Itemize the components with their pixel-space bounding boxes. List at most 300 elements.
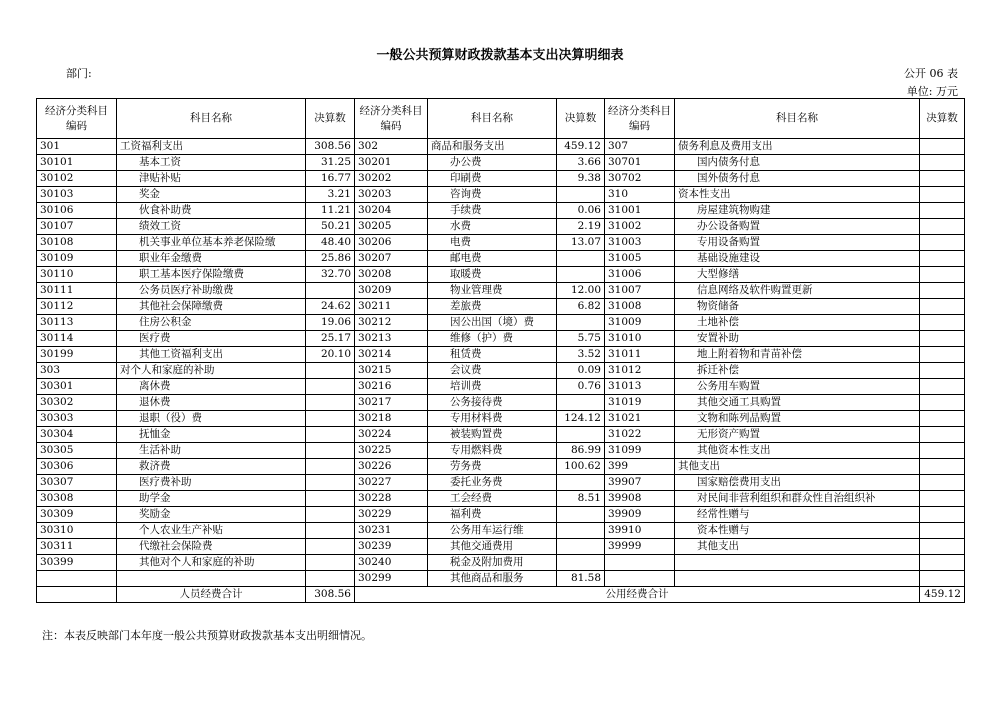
name-cell: 邮电费 bbox=[428, 251, 557, 267]
amount-cell bbox=[920, 571, 965, 587]
code-cell: 31006 bbox=[605, 267, 675, 283]
code-cell: 30111 bbox=[37, 283, 117, 299]
name-cell: 维修（护）费 bbox=[428, 331, 557, 347]
name-cell: 职工基本医疗保险缴费 bbox=[117, 267, 306, 283]
table-row bbox=[37, 139, 965, 155]
code-cell: 30701 bbox=[605, 155, 675, 171]
code-cell: 30106 bbox=[37, 203, 117, 219]
header-name: 科目名称 bbox=[428, 99, 557, 139]
amount-cell bbox=[920, 235, 965, 251]
name-cell: 工会经费 bbox=[428, 491, 557, 507]
code-cell: 30114 bbox=[37, 331, 117, 347]
code-cell: 30204 bbox=[355, 203, 428, 219]
amount-cell: 48.40 bbox=[306, 235, 355, 251]
code-cell: 30208 bbox=[355, 267, 428, 283]
name-cell: 取暖费 bbox=[428, 267, 557, 283]
name-cell: 地上附着物和青苗补偿 bbox=[675, 347, 920, 363]
amount-cell bbox=[920, 555, 965, 571]
amount-cell: 6.82 bbox=[557, 299, 605, 315]
amount-cell: 3.52 bbox=[557, 347, 605, 363]
code-cell: 30211 bbox=[355, 299, 428, 315]
amount-cell bbox=[557, 315, 605, 331]
amount-cell: 25.17 bbox=[306, 331, 355, 347]
name-cell: 劳务费 bbox=[428, 459, 557, 475]
table-row bbox=[37, 235, 965, 251]
name-cell: 其他交通工具购置 bbox=[675, 395, 920, 411]
amount-cell: 5.75 bbox=[557, 331, 605, 347]
code-cell: 30206 bbox=[355, 235, 428, 251]
public-total-value: 459.12 bbox=[920, 587, 965, 603]
name-cell: 公务员医疗补助缴费 bbox=[117, 283, 306, 299]
name-cell: 职业年金缴费 bbox=[117, 251, 306, 267]
amount-cell: 31.25 bbox=[306, 155, 355, 171]
code-cell: 30231 bbox=[355, 523, 428, 539]
code-cell: 30227 bbox=[355, 475, 428, 491]
name-cell: 国家赔偿费用支出 bbox=[675, 475, 920, 491]
name-cell: 福利费 bbox=[428, 507, 557, 523]
code-cell: 301 bbox=[37, 139, 117, 155]
amount-cell: 8.51 bbox=[557, 491, 605, 507]
code-cell: 30306 bbox=[37, 459, 117, 475]
amount-cell bbox=[306, 507, 355, 523]
name-cell bbox=[675, 571, 920, 587]
form-number: 公开 06 表 bbox=[904, 67, 958, 80]
table-row bbox=[37, 187, 965, 203]
table-row bbox=[37, 443, 965, 459]
code-cell: 30218 bbox=[355, 411, 428, 427]
totals-row bbox=[37, 587, 965, 603]
table-row bbox=[37, 171, 965, 187]
table-row bbox=[37, 539, 965, 555]
table-row bbox=[37, 427, 965, 443]
code-cell: 30205 bbox=[355, 219, 428, 235]
amount-cell bbox=[557, 507, 605, 523]
code-cell: 30110 bbox=[37, 267, 117, 283]
personnel-total-value: 308.56 bbox=[306, 587, 355, 603]
code-cell: 30224 bbox=[355, 427, 428, 443]
name-cell: 物资储备 bbox=[675, 299, 920, 315]
code-cell: 31010 bbox=[605, 331, 675, 347]
table-row bbox=[37, 459, 965, 475]
header-amount: 决算数 bbox=[557, 99, 605, 139]
code-cell: 31002 bbox=[605, 219, 675, 235]
name-cell: 对民间非营利组织和群众性自治组织补 bbox=[675, 491, 920, 507]
amount-cell bbox=[920, 315, 965, 331]
code-cell: 30702 bbox=[605, 171, 675, 187]
name-cell: 公务接待费 bbox=[428, 395, 557, 411]
code-cell: 30301 bbox=[37, 379, 117, 395]
code-cell: 31021 bbox=[605, 411, 675, 427]
code-cell: 307 bbox=[605, 139, 675, 155]
amount-cell: 0.76 bbox=[557, 379, 605, 395]
name-cell: 办公费 bbox=[428, 155, 557, 171]
table-row bbox=[37, 363, 965, 379]
table-header-row bbox=[37, 99, 965, 139]
name-cell: 专用材料费 bbox=[428, 411, 557, 427]
amount-cell: 11.21 bbox=[306, 203, 355, 219]
code-cell: 30215 bbox=[355, 363, 428, 379]
name-cell: 其他商品和服务 bbox=[428, 571, 557, 587]
code-cell bbox=[37, 571, 117, 587]
code-cell: 30112 bbox=[37, 299, 117, 315]
code-cell: 31011 bbox=[605, 347, 675, 363]
amount-cell bbox=[557, 267, 605, 283]
amount-cell bbox=[306, 363, 355, 379]
table-row bbox=[37, 331, 965, 347]
name-cell: 大型修缮 bbox=[675, 267, 920, 283]
header-code: 经济分类科目编码 bbox=[605, 99, 675, 139]
amount-cell bbox=[920, 203, 965, 219]
name-cell: 其他交通费用 bbox=[428, 539, 557, 555]
table-row bbox=[37, 395, 965, 411]
code-cell: 30212 bbox=[355, 315, 428, 331]
amount-cell bbox=[557, 251, 605, 267]
name-cell: 其他支出 bbox=[675, 459, 920, 475]
table-row bbox=[37, 267, 965, 283]
name-cell: 离休费 bbox=[117, 379, 306, 395]
amount-cell bbox=[920, 171, 965, 187]
amount-cell bbox=[557, 187, 605, 203]
code-cell: 31012 bbox=[605, 363, 675, 379]
personnel-total-label: 人员经费合计 bbox=[117, 587, 306, 603]
name-cell: 因公出国（境）费 bbox=[428, 315, 557, 331]
amount-cell bbox=[920, 523, 965, 539]
code-cell: 30239 bbox=[355, 539, 428, 555]
code-cell: 30299 bbox=[355, 571, 428, 587]
amount-cell bbox=[920, 251, 965, 267]
amount-cell bbox=[306, 427, 355, 443]
code-cell: 399 bbox=[605, 459, 675, 475]
code-cell: 39908 bbox=[605, 491, 675, 507]
name-cell: 税金及附加费用 bbox=[428, 555, 557, 571]
code-cell: 31003 bbox=[605, 235, 675, 251]
code-cell: 31001 bbox=[605, 203, 675, 219]
amount-cell bbox=[920, 139, 965, 155]
name-cell: 经常性赠与 bbox=[675, 507, 920, 523]
amount-cell bbox=[920, 491, 965, 507]
code-cell: 30305 bbox=[37, 443, 117, 459]
amount-cell: 3.66 bbox=[557, 155, 605, 171]
amount-cell bbox=[557, 555, 605, 571]
code-cell: 30201 bbox=[355, 155, 428, 171]
amount-cell bbox=[920, 427, 965, 443]
code-cell: 39909 bbox=[605, 507, 675, 523]
public-total-label: 公用经费合计 bbox=[355, 587, 920, 603]
amount-cell bbox=[920, 411, 965, 427]
header-amount: 决算数 bbox=[920, 99, 965, 139]
name-cell: 生活补助 bbox=[117, 443, 306, 459]
amount-cell bbox=[557, 395, 605, 411]
amount-cell bbox=[920, 155, 965, 171]
name-cell: 其他工资福利支出 bbox=[117, 347, 306, 363]
name-cell: 国外债务付息 bbox=[675, 171, 920, 187]
code-cell: 30302 bbox=[37, 395, 117, 411]
amount-cell bbox=[306, 379, 355, 395]
name-cell: 对个人和家庭的补助 bbox=[117, 363, 306, 379]
amount-cell: 124.12 bbox=[557, 411, 605, 427]
name-cell: 信息网络及软件购置更新 bbox=[675, 283, 920, 299]
amount-cell: 16.77 bbox=[306, 171, 355, 187]
footnote: 注：本表反映部门本年度一般公共预算财政拨款基本支出明细情况。 bbox=[42, 629, 372, 642]
code-cell: 310 bbox=[605, 187, 675, 203]
name-cell: 伙食补助费 bbox=[117, 203, 306, 219]
amount-cell bbox=[557, 427, 605, 443]
amount-cell bbox=[920, 219, 965, 235]
amount-cell: 12.00 bbox=[557, 283, 605, 299]
amount-cell bbox=[557, 523, 605, 539]
name-cell: 无形资产购置 bbox=[675, 427, 920, 443]
name-cell: 委托业务费 bbox=[428, 475, 557, 491]
name-cell: 公务用车运行维 bbox=[428, 523, 557, 539]
header-amount: 决算数 bbox=[306, 99, 355, 139]
name-cell: 其他资本性支出 bbox=[675, 443, 920, 459]
name-cell: 工资福利支出 bbox=[117, 139, 306, 155]
amount-cell: 0.06 bbox=[557, 203, 605, 219]
amount-cell bbox=[920, 347, 965, 363]
code-cell: 30217 bbox=[355, 395, 428, 411]
amount-cell: 32.70 bbox=[306, 267, 355, 283]
code-cell: 30102 bbox=[37, 171, 117, 187]
unit-label: 单位: 万元 bbox=[906, 85, 958, 98]
amount-cell bbox=[557, 475, 605, 491]
name-cell: 个人农业生产补贴 bbox=[117, 523, 306, 539]
code-cell: 30399 bbox=[37, 555, 117, 571]
amount-cell: 2.19 bbox=[557, 219, 605, 235]
name-cell: 其他支出 bbox=[675, 539, 920, 555]
code-cell: 31007 bbox=[605, 283, 675, 299]
code-cell: 31009 bbox=[605, 315, 675, 331]
name-cell: 津贴补贴 bbox=[117, 171, 306, 187]
code-cell: 30108 bbox=[37, 235, 117, 251]
name-cell: 会议费 bbox=[428, 363, 557, 379]
amount-cell bbox=[920, 475, 965, 491]
name-cell: 土地补偿 bbox=[675, 315, 920, 331]
name-cell: 拆迁补偿 bbox=[675, 363, 920, 379]
code-cell: 30311 bbox=[37, 539, 117, 555]
name-cell: 差旅费 bbox=[428, 299, 557, 315]
name-cell: 退休费 bbox=[117, 395, 306, 411]
table-row bbox=[37, 203, 965, 219]
code-cell: 30303 bbox=[37, 411, 117, 427]
code-cell: 31022 bbox=[605, 427, 675, 443]
amount-cell bbox=[306, 555, 355, 571]
name-cell: 文物和陈列品购置 bbox=[675, 411, 920, 427]
amount-cell: 308.56 bbox=[306, 139, 355, 155]
name-cell: 其他社会保障缴费 bbox=[117, 299, 306, 315]
name-cell: 被装购置费 bbox=[428, 427, 557, 443]
name-cell: 医疗费 bbox=[117, 331, 306, 347]
code-cell: 30101 bbox=[37, 155, 117, 171]
amount-cell bbox=[920, 267, 965, 283]
name-cell: 咨询费 bbox=[428, 187, 557, 203]
name-cell: 房屋建筑物购建 bbox=[675, 203, 920, 219]
name-cell: 基本工资 bbox=[117, 155, 306, 171]
amount-cell bbox=[306, 523, 355, 539]
amount-cell bbox=[557, 539, 605, 555]
name-cell: 绩效工资 bbox=[117, 219, 306, 235]
table-row bbox=[37, 251, 965, 267]
amount-cell bbox=[920, 283, 965, 299]
amount-cell bbox=[920, 363, 965, 379]
amount-cell: 81.58 bbox=[557, 571, 605, 587]
header-code: 经济分类科目编码 bbox=[37, 99, 117, 139]
amount-cell bbox=[306, 283, 355, 299]
amount-cell: 459.12 bbox=[557, 139, 605, 155]
code-cell: 30308 bbox=[37, 491, 117, 507]
amount-cell bbox=[306, 475, 355, 491]
code-cell: 31099 bbox=[605, 443, 675, 459]
table-row bbox=[37, 571, 965, 587]
code-cell: 31008 bbox=[605, 299, 675, 315]
code-cell: 31005 bbox=[605, 251, 675, 267]
amount-cell bbox=[920, 187, 965, 203]
code-cell: 30103 bbox=[37, 187, 117, 203]
name-cell: 基础设施建设 bbox=[675, 251, 920, 267]
name-cell: 代缴社会保险费 bbox=[117, 539, 306, 555]
name-cell: 办公设备购置 bbox=[675, 219, 920, 235]
header-code: 经济分类科目编码 bbox=[355, 99, 428, 139]
amount-cell: 9.38 bbox=[557, 171, 605, 187]
table-row bbox=[37, 411, 965, 427]
code-cell bbox=[605, 571, 675, 587]
code-cell: 30240 bbox=[355, 555, 428, 571]
amount-cell: 13.07 bbox=[557, 235, 605, 251]
code-cell: 30109 bbox=[37, 251, 117, 267]
name-cell: 租赁费 bbox=[428, 347, 557, 363]
code-cell bbox=[605, 555, 675, 571]
name-cell: 其他对个人和家庭的补助 bbox=[117, 555, 306, 571]
code-cell: 30203 bbox=[355, 187, 428, 203]
amount-cell bbox=[920, 379, 965, 395]
name-cell: 国内债务付息 bbox=[675, 155, 920, 171]
code-cell: 303 bbox=[37, 363, 117, 379]
name-cell: 奖金 bbox=[117, 187, 306, 203]
name-cell: 电费 bbox=[428, 235, 557, 251]
amount-cell: 25.86 bbox=[306, 251, 355, 267]
table-row bbox=[37, 315, 965, 331]
name-cell: 物业管理费 bbox=[428, 283, 557, 299]
name-cell: 安置补助 bbox=[675, 331, 920, 347]
table-row bbox=[37, 491, 965, 507]
name-cell bbox=[117, 571, 306, 587]
name-cell: 水费 bbox=[428, 219, 557, 235]
code-cell: 30304 bbox=[37, 427, 117, 443]
amount-cell bbox=[306, 395, 355, 411]
amount-cell bbox=[306, 443, 355, 459]
name-cell: 资本性赠与 bbox=[675, 523, 920, 539]
table-row bbox=[37, 555, 965, 571]
name-cell: 退职（役）费 bbox=[117, 411, 306, 427]
name-cell: 印刷费 bbox=[428, 171, 557, 187]
table-row bbox=[37, 475, 965, 491]
table-row bbox=[37, 347, 965, 363]
code-cell: 30307 bbox=[37, 475, 117, 491]
name-cell: 医疗费补助 bbox=[117, 475, 306, 491]
table-row bbox=[37, 283, 965, 299]
code-cell: 39907 bbox=[605, 475, 675, 491]
code-cell: 39910 bbox=[605, 523, 675, 539]
code-cell: 31013 bbox=[605, 379, 675, 395]
code-cell: 30202 bbox=[355, 171, 428, 187]
name-cell: 手续费 bbox=[428, 203, 557, 219]
table-row bbox=[37, 219, 965, 235]
page-title: 一般公共预算财政拨款基本支出决算明细表 bbox=[376, 48, 624, 63]
code-cell: 30226 bbox=[355, 459, 428, 475]
table-row bbox=[37, 507, 965, 523]
amount-cell: 100.62 bbox=[557, 459, 605, 475]
amount-cell bbox=[920, 507, 965, 523]
code-cell: 31019 bbox=[605, 395, 675, 411]
table-row bbox=[37, 523, 965, 539]
amount-cell bbox=[920, 539, 965, 555]
code-cell: 30199 bbox=[37, 347, 117, 363]
amount-cell: 20.10 bbox=[306, 347, 355, 363]
table-row bbox=[37, 299, 965, 315]
name-cell: 培训费 bbox=[428, 379, 557, 395]
amount-cell bbox=[920, 459, 965, 475]
code-cell: 30213 bbox=[355, 331, 428, 347]
department-label: 部门: bbox=[66, 67, 92, 80]
table-row bbox=[37, 155, 965, 171]
code-cell: 302 bbox=[355, 139, 428, 155]
code-cell: 30214 bbox=[355, 347, 428, 363]
amount-cell bbox=[920, 331, 965, 347]
code-cell: 30209 bbox=[355, 283, 428, 299]
amount-cell: 3.21 bbox=[306, 187, 355, 203]
code-cell: 30228 bbox=[355, 491, 428, 507]
amount-cell bbox=[306, 571, 355, 587]
amount-cell bbox=[306, 491, 355, 507]
code-cell: 39999 bbox=[605, 539, 675, 555]
amount-cell bbox=[306, 539, 355, 555]
code-cell: 30113 bbox=[37, 315, 117, 331]
code-cell: 30207 bbox=[355, 251, 428, 267]
name-cell: 债务利息及费用支出 bbox=[675, 139, 920, 155]
amount-cell bbox=[920, 395, 965, 411]
amount-cell bbox=[306, 411, 355, 427]
name-cell: 资本性支出 bbox=[675, 187, 920, 203]
amount-cell: 19.06 bbox=[306, 315, 355, 331]
name-cell: 助学金 bbox=[117, 491, 306, 507]
header-name: 科目名称 bbox=[675, 99, 920, 139]
code-cell: 30216 bbox=[355, 379, 428, 395]
table-row bbox=[37, 379, 965, 395]
name-cell: 机关事业单位基本养老保险缴 bbox=[117, 235, 306, 251]
name-cell: 奖励金 bbox=[117, 507, 306, 523]
amount-cell bbox=[920, 443, 965, 459]
name-cell: 公务用车购置 bbox=[675, 379, 920, 395]
name-cell: 救济费 bbox=[117, 459, 306, 475]
amount-cell bbox=[920, 299, 965, 315]
code-cell: 30309 bbox=[37, 507, 117, 523]
name-cell: 专用燃料费 bbox=[428, 443, 557, 459]
code-cell: 30310 bbox=[37, 523, 117, 539]
name-cell: 商品和服务支出 bbox=[428, 139, 557, 155]
header-name: 科目名称 bbox=[117, 99, 306, 139]
amount-cell: 86.99 bbox=[557, 443, 605, 459]
amount-cell: 50.21 bbox=[306, 219, 355, 235]
code-cell: 30225 bbox=[355, 443, 428, 459]
expenditure-table bbox=[36, 98, 965, 603]
name-cell: 抚恤金 bbox=[117, 427, 306, 443]
amount-cell: 0.09 bbox=[557, 363, 605, 379]
code-cell: 30229 bbox=[355, 507, 428, 523]
name-cell: 住房公积金 bbox=[117, 315, 306, 331]
name-cell bbox=[675, 555, 920, 571]
code-cell: 30107 bbox=[37, 219, 117, 235]
name-cell: 专用设备购置 bbox=[675, 235, 920, 251]
amount-cell: 24.62 bbox=[306, 299, 355, 315]
